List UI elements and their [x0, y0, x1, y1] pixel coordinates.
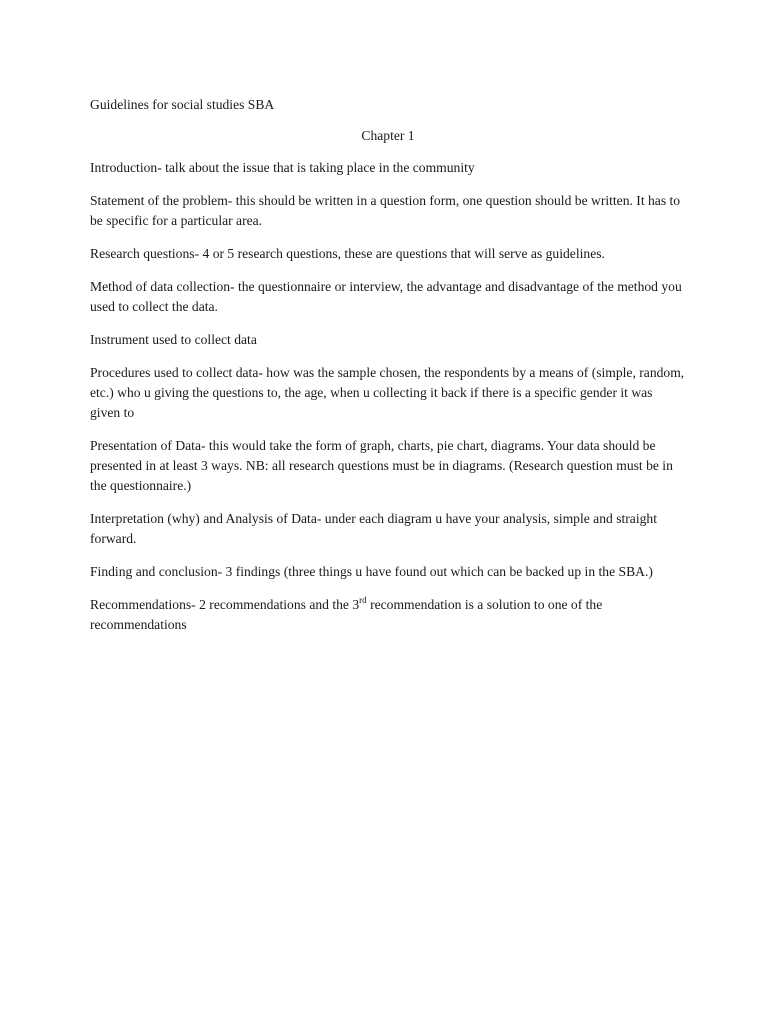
paragraph-interpretation: Interpretation (why) and Analysis of Data- under each diagram u have your analysis, simple and straight forward.: [90, 511, 657, 546]
paragraph-statement-of-problem: Statement of the problem- this should be written in a question form, one question should be written. It has to be specific for a particular area.: [90, 193, 681, 228]
paragraph-procedures: Procedures used to collect data- how was the sample chosen, the respondents by a means of (simple, random, etc.) who u giving the questions to, the age, when u collecting it back if there is a specific gender it was given to: [90, 365, 685, 420]
paragraph-instrument: Instrument used to collect data: [90, 332, 257, 347]
paragraph-finding-and-conclusion: Finding and conclusion- 3 findings (three things u have found out which can be backed up in the SBA.): [90, 564, 653, 579]
recommendations-text-end: recommendation is a solution to one of the recommendations: [90, 597, 603, 632]
ordinal-superscript: rd: [359, 595, 367, 605]
paragraph-recommendations: [90, 595, 686, 635]
paragraph-research-questions: Research questions- 4 or 5 research questions, these are questions that will serve as guidelines.: [90, 246, 605, 261]
paragraph-presentation-of-data: Presentation of Data- this would take the form of graph, charts, pie chart, diagrams. Your data should be presented in at least 3 ways. NB: all research questions must be in diagrams. (Research question must be in the questionnaire.): [90, 438, 673, 493]
chapter-heading: Chapter 1: [361, 128, 415, 143]
paragraph-method-of-data-collection: Method of data collection- the questionnaire or interview, the advantage and disadvantage of the method you used to collect the data.: [90, 279, 682, 314]
recommendations-text-start: Recommendations- 2 recommendations and the 3: [90, 597, 360, 612]
paragraph-introduction: Introduction- talk about the issue that is taking place in the community: [90, 160, 475, 175]
document-title: Guidelines for social studies SBA: [90, 97, 275, 112]
